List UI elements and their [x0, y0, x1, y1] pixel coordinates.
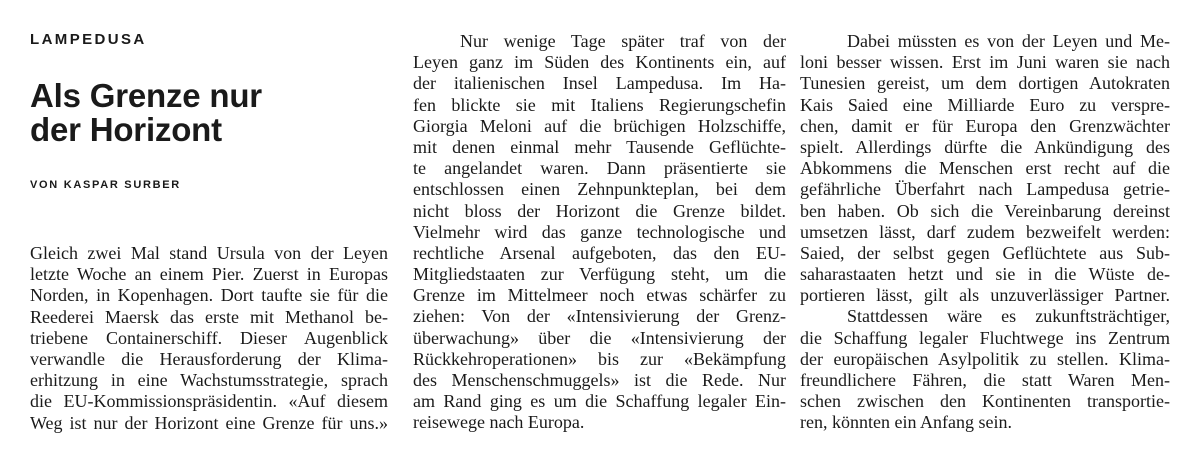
text-line: ren, könnten ein Anfang sein. — [800, 412, 1012, 433]
text-line: Grenze im Mittelmeer noch etwas schärfer zu — [413, 285, 786, 306]
text-line: loni besser wissen. Erst im Juni waren sie nach — [800, 52, 1170, 73]
text-line: Norden, in Kopenhagen. Dort taufte sie für die — [30, 285, 388, 306]
text-line: Reederei Maersk das erste mit Methanol be- — [30, 306, 388, 327]
text-line: saharastaaten hetzt und sie in die Wüste de- — [800, 264, 1170, 285]
text-line: Weg ist nur der Horizont eine Grenze für uns.» — [30, 412, 388, 433]
text-line: nicht bloss der Horizont die Grenze bildet. — [413, 200, 786, 221]
text-line: entschlossen einen Zehnpunkteplan, bei dem — [413, 179, 786, 200]
text-line: verwandle die Herausforderung der Klima- — [30, 348, 388, 369]
paragraph — [413, 31, 786, 434]
text-line: letzte Woche an einem Pier. Zuerst in Europas — [30, 264, 388, 285]
text-line: Tunesien gereist, um dem dortigen Autokraten — [800, 73, 1170, 94]
paragraph — [30, 243, 388, 434]
text-line: am Rand ging es um die Schaffung legaler Ein- — [413, 391, 786, 412]
text-line: die Schaffung legaler Fluchtwege ins Zentrum — [800, 327, 1170, 348]
text-line: gefährliche Überfahrt nach Lampedusa getrie- — [800, 179, 1170, 200]
text-line: Saied, der selbst gegen Geflüchtete aus Sub- — [800, 242, 1170, 263]
text-line: Giorgia Meloni auf die brüchigen Holzschiffe, — [413, 115, 786, 136]
text-line: fen blickte sie mit Italiens Regierungschefin — [413, 94, 786, 115]
article-headline — [30, 79, 262, 147]
text-line: des Menschenschmuggels» ist die Rede. Nur — [413, 370, 786, 390]
text-line: schen zwischen den Kontinenten transportie- — [800, 391, 1170, 412]
article-kicker: LAMPEDUSA — [30, 31, 147, 48]
text-line: spielt. Allerdings dürfte die Ankündigung des — [800, 136, 1170, 157]
text-line: der italienischen Insel Lampedusa. Im Ha- — [413, 73, 786, 94]
text-line: chen, damit er für Europa den Grenzwächter — [800, 115, 1170, 136]
text-line: Mitgliedstaaten zur Verfügung steht, um die — [413, 264, 786, 285]
text-line: die EU-Kommissionspräsidentin. «Auf diesem — [30, 391, 388, 412]
text-column-1 — [30, 243, 388, 434]
headline-line: Als Grenze nur — [30, 77, 262, 114]
text-line: reisewege nach Europa. — [413, 412, 585, 433]
text-line: Stattdessen wäre es zukunftsträchtiger, — [847, 306, 1170, 327]
text-line: Abkommens die Menschen erst recht auf die — [800, 158, 1170, 179]
text-line: der europäischen Asylpolitik zu stellen. Klima- — [800, 348, 1170, 369]
text-line: Gleich zwei Mal stand Ursula von der Leyen — [30, 243, 388, 263]
text-line: triebene Containerschiff. Dieser Augenblick — [30, 327, 388, 348]
text-line: ziehen: Von der «Intensivierung der Grenz- — [413, 306, 786, 327]
paragraph — [800, 31, 1170, 306]
text-column-2 — [413, 31, 786, 434]
text-line: Dabei müssten es von der Leyen und Me- — [847, 31, 1170, 51]
text-line: Leyen ganz im Süden des Kontinents ein, auf — [413, 52, 786, 73]
text-line: portieren lässt, gilt als unzuverlässiger Partner. — [800, 285, 1170, 306]
text-line: ben haben. Ob sich die Vereinbarung dereinst — [800, 200, 1170, 221]
text-line: Rückkehroperationen» bis zur «Bekämpfung — [413, 348, 786, 369]
text-line: mit denen einmal mehr Tausende Geflüchte- — [413, 136, 786, 157]
text-line: Nur wenige Tage später traf von der — [460, 31, 786, 51]
text-line: umsetzen lässt, darf zudem bezweifelt werden: — [800, 221, 1170, 242]
headline-line: der Horizont — [30, 111, 222, 148]
text-line: te angelandet waren. Dann präsentierte sie — [413, 158, 786, 179]
text-line: freundlichere Fähren, die statt Waren Men- — [800, 370, 1170, 390]
article-byline: VON KASPAR SURBER — [30, 179, 181, 191]
paragraph — [800, 306, 1170, 433]
text-line: Vielmehr wird das ganze technologische und — [413, 221, 786, 242]
text-line: überwachung» über die «Intensivierung der — [413, 327, 786, 348]
text-line: erhitzung in eine Wachstumsstrategie, sprach — [30, 370, 388, 391]
text-line: Kais Saied eine Milliarde Euro zu verspre- — [800, 94, 1170, 115]
text-line: rechtliche Arsenal aufgeboten, das den EU- — [413, 242, 786, 263]
text-column-3 — [800, 31, 1170, 434]
